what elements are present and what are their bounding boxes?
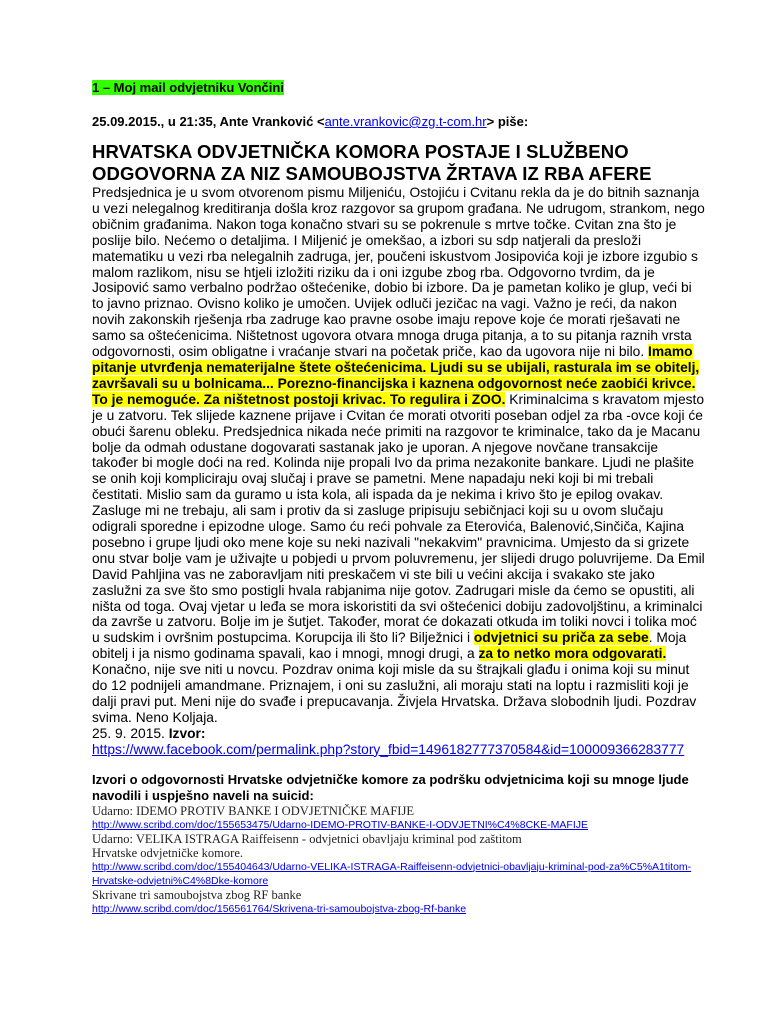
source-label: Udarno: VELIKA ISTRAGA Raiffeisenn - odvjetnici obavljaju kriminal pod zaštitom Hrvatske odvjetničke komore.: [92, 831, 522, 860]
body-text-4: Konačno, nije sve niti u novcu. Pozdrav onima koji misle da su štrajkali glađu i onima koji su minut do 12 podnijeli amandmane. Priznajem, i oni su zaslužni, ali moraju stati na loptu i razmisliti koji je dalji pravi put. Meni nije do svađe i prepucavanja. Živjela Hrvatska. Država slobodnih ljudi. Pozdrav svima. Neno Koljaja.: [92, 662, 697, 725]
sources-heading: Izvori o odgovornosti Hrvatske odvjetničke komore za podršku odvjetnicima koji su mnoge ljude navodili i uspješno naveli na suicid:: [92, 771, 689, 803]
body-text-3: . Moja obitelj i ja nismo godinama spavali, kao i mnogi, mnogi drugi, a: [92, 630, 687, 662]
izvor-label: Izvor:: [164, 725, 206, 741]
article-date-line: [92, 726, 706, 742]
title-line-1: HRVATSKA ODVJETNIČKA KOMORA POSTAJE I SLUŽBENO: [92, 141, 629, 162]
source-item: [92, 832, 706, 888]
article-title: [92, 141, 706, 185]
document-page: [92, 80, 706, 916]
mail-meta: [92, 114, 706, 129]
body-highlight-1: Imamo pitanje utvrđenja nematerijalne štete oštećenicima. Ljudi su se ubijali, rasturala im se obitelj, završavali su u bolnicama... Porezno-financijska i kaznena odgovornost neće zaobići krivce. To je nemoguće. Za ništetnost postoji krivac. To regulira i ZOO.: [92, 344, 700, 407]
body-highlight-2: odvjetnici su priča za sebe: [473, 630, 649, 646]
body-text-1: Predsjednica je u svom otvorenom pismu Miljeniću, Ostojiću i Cvitanu rekla da je do bitnih saznanja u vezi nelegalnog kreditiranja došla kroz razgovor sa grupom građana. Ne udrugom, strankom, nego običnim građanima. Nakon toga konačno stvari su se pokrenule s mrtve točke. Cvitan zna što je poslije bilo. Nećemo o detaljima. I Miljenić je omekšao, a izbori su sdp natjerali da presloži matematiku u vezi rba nelegalnih zadruga, jer, poučeni iskustvom Josipovića koji je izbore izgubio s malom razlikom, nisu se htjeli izložiti riziku da i oni izgube zbog rba. Odgovorno tvrdim, da je Josipović samo verbalno podržao oštećenike, dobio bi izbore. Da je pametan koliko je glup, veći bi to javno priznao. Ovisno koliko je umočen. Uvijek odluči jezičac na vagi. Važno je reći, da nakon novih zakonskih rješenja rba zadruge kao pravne osobe imaju repove koje će morati rješavati ne samo sa oštećenicima. Ništetnost ugovora otvara mnoga druga pitanja, a to su pitanja raznih vrsta odgovornosti, osim obligatne i vraćanje stvari na početak priče, kao da ugovora nije ni bilo.: [92, 185, 705, 360]
sender-email-link[interactable]: ante.vrankovic@zg.t-com.hr: [324, 114, 487, 129]
facebook-source-link[interactable]: https://www.facebook.com/permalink.php?story_fbid=1496182777370584&id=100009366283777: [92, 741, 685, 757]
body-text-2: Kriminalcima s kravatom mjesto je u zatvoru. Tek slijede kaznene prijave i Cvitan će morati otvoriti poseban odjel za rba -ovce koji će obući šarenu obleku. Predsjednica nikada neće primiti na razgovor te kriminalce, tako da je Macanu bolje da odmah odustane dogovarati sastanak jako je uporan. A njegove novčane transakcije također bi mogle doći na red. Kolinda nije propali Ivo da prima nezakonite bankare. Ljudi ne plašite se onih koji kompliciraju ovaj slučaj i prave se pametni. Mene napadaju neki koji bi mi trebali čestitati. Mislio sam da guramo u ista kola, ali ispada da je nekima i krivo što je epilog ovakav. Zasluge mi ne trebaju, ali sam i protiv da si zasluge pripisuju sebičnjaci koji su u ovom slučaju odigrali sporedne i epizodne uloge. Samo ću reći pohvale za Eterovića, Balenović,Sinčiča, Kajina posebno i grupe ljudi oko mene koje su neki nazivali "nekakvim" pravnicima. Umjesto da si grizete onu stvar bolje vam je uživajte u pobjedi u prvom poluvremenu, jer slijedi drugo poluvrijeme. Da Emil David Pahljina vas ne zaboravljam niti preskačem vi ste bili u većini akcija i svakako ste jako zaslužni za sve što smo postigli hvala rabjanima nije gotov. Zadrugari misle da ćemo se opustiti, ali ništa od toga. Ovaj vjetar u leđa se mora iskoristiti da svi oštećenici dobiju zadovoljštinu, a kriminalci da završe u zatvoru. Bolje im je šutjet. Također, morat će dokazati otkuda im toliki novci i tolika moć u sudskim i ovršnim postupcima. Korupcija ili što li? Bilježnici i: [92, 391, 705, 646]
source-item: [92, 804, 706, 832]
meta-prefix: 25.09.2015., u 21:35, Ante Vranković <: [92, 114, 325, 129]
article-body: [92, 185, 706, 758]
body-paragraph: [92, 185, 706, 726]
source-link[interactable]: http://www.scribd.com/doc/155404643/Udarno-VELIKA-ISTRAGA-Raiffeisenn-odvjetnici-obavljaju-kriminal-pod-za%C5%A1titom-Hrvatske-odvjetni%C4%8Dke-komore: [92, 860, 692, 887]
title-line-2: ODGOVORNA ZA NIZ SAMOUBOJSTVA ŽRTAVA IZ RBA AFERE: [92, 163, 652, 184]
izvor-link-line: [92, 742, 706, 758]
source-label: Skrivane tri samoubojstva zbog RF banke: [92, 887, 302, 902]
mail-heading: [92, 80, 706, 95]
body-highlight-3: za to netko mora odgovarati.: [478, 646, 667, 662]
source-link[interactable]: http://www.scribd.com/doc/156561764/Skrivena-tri-samoubojstva-zbog-Rf-banke: [92, 902, 467, 915]
article-date: 25. 9. 2015.: [92, 725, 165, 741]
source-item: [92, 888, 706, 916]
source-link[interactable]: http://www.scribd.com/doc/155653475/Udarno-IDEMO-PROTIV-BANKE-I-ODVJETNI%C4%8CKE-MAFIJE: [92, 818, 588, 831]
mail-heading-text: 1 – Moj mail odvjetniku Vončini: [92, 80, 284, 95]
meta-suffix: > piše:: [486, 114, 529, 129]
source-label: Udarno: IDEMO PROTIV BANKE I ODVJETNIČKE MAFIJE: [92, 803, 414, 818]
